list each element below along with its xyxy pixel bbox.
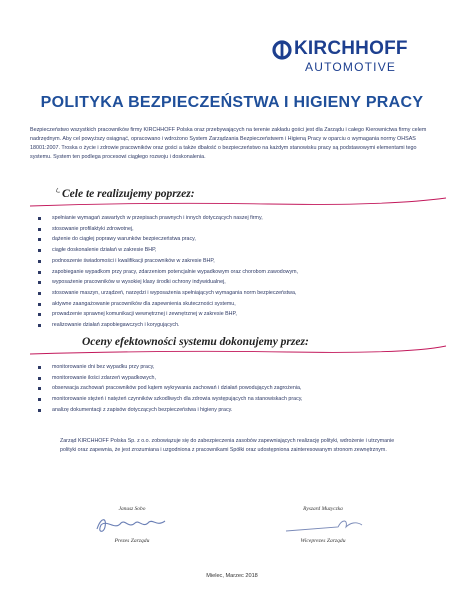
list-item: obserwacja zachowań pracowników pod kątem wykrywania zachowań i działań powodujących zagrożenia, bbox=[38, 383, 438, 394]
bullet-icon bbox=[38, 281, 41, 284]
list-item: aktywne zaangażowanie pracowników dla zapewnienia skuteczności systemu, bbox=[38, 299, 438, 310]
bullet-icon bbox=[38, 217, 41, 220]
handwritten-signature-icon bbox=[278, 513, 368, 535]
section2-heading-block bbox=[28, 333, 448, 359]
bullet-icon bbox=[38, 238, 41, 241]
signer-role: Wiceprezes Zarządu bbox=[300, 538, 346, 544]
signer-name: Ryszard Muzyczka bbox=[303, 506, 343, 512]
bullet-icon bbox=[38, 398, 41, 401]
signature-block-vicepresident bbox=[263, 506, 383, 544]
logo-subtitle: AUTOMOTIVE bbox=[305, 60, 397, 74]
list-item: monitorowanie stężeń i natężeń czynników szkodliwych dla zdrowia występujących na stanowiskach pracy, bbox=[38, 394, 438, 405]
list-item: podnoszenie świadomości i kwalifikacji pracowników w zakresie BHP, bbox=[38, 256, 438, 267]
bullet-icon bbox=[38, 271, 41, 274]
document-title: POLITYKA BEZPIECZEŃSTWA I HIGIENY PRACY bbox=[40, 94, 424, 111]
bullet-icon bbox=[38, 260, 41, 263]
signature-block-president bbox=[72, 506, 192, 544]
bullet-icon bbox=[38, 303, 41, 306]
intro-paragraph: Bezpieczeństwo wszystkich pracowników firmy KIRCHHOFF Polska oraz przebywających na terenie zakładu gości jest dla Zarządu i całego Kierownictwa firmy celem nadrzędnym. Aby cel powyższy osiągnąć, opracowano i wdrożono System Zarządzania Bezpieczeństwem i Higieną Pracy w oparciu o wymagania normy OHSAS 18001:2007. Troska o życie i zdrowie pracowników oraz gości a także dbałość o bezpieczeństwo na każdym stanowisku pracy są podstawowymi elementami tego systemu. System ten podlega procesowi ciągłego rozwoju i doskonalenia. bbox=[30, 127, 427, 160]
list-item: wyposażenie pracowników w wysokiej klasy środki ochrony indywidualnej, bbox=[38, 277, 438, 288]
bullet-icon bbox=[38, 409, 41, 412]
kirchhoff-logo-icon bbox=[272, 40, 292, 60]
closing-paragraph: Zarząd KIRCHHOFF Polska Sp. z o.o. zobowiązuje się do zabezpieczenia zasobów zapewniających realizację polityki, wdrożenie i utrzymanie polityki oraz zapewnia, że jest zrozumiana i uzgodniona z pracownikami Spółki oraz udostępniona zainteresowanym stronom zewnętrznym. bbox=[60, 438, 395, 453]
list-item: ciągłe doskonalenie działań w zakresie BHP, bbox=[38, 245, 438, 256]
list-item: prowadzenie sprawnej komunikacji wewnętrznej i zewnętrznej w zakresie BHP, bbox=[38, 309, 438, 320]
section2-list bbox=[38, 362, 438, 416]
section1-heading: Cele te realizujemy poprzez: bbox=[62, 188, 195, 200]
company-logo bbox=[272, 38, 432, 78]
list-item: stosowanie maszyn, urządzeń, narzędzi i wyposażenia spełniających wymagania norm bezpieczeństwa, bbox=[38, 288, 438, 299]
place-and-date: Mielec, Marzec 2018 bbox=[206, 573, 258, 579]
bullet-icon bbox=[38, 387, 41, 390]
list-item: stosowanie profilaktyki zdrowotnej, bbox=[38, 224, 438, 235]
list-item: dążenie do ciągłej poprawy warunków bezpieczeństwa pracy, bbox=[38, 234, 438, 245]
list-item: analizę dokumentacji z zapisów dotyczących bezpieczeństwa i higieny pracy. bbox=[38, 405, 438, 416]
handwritten-signature-icon bbox=[87, 513, 177, 535]
bullet-icon bbox=[38, 377, 41, 380]
list-item: monitorowanie ilości zdarzeń wypadkowych, bbox=[38, 373, 438, 384]
logo-name: KIRCHHOFF bbox=[294, 38, 408, 59]
bullet-icon bbox=[38, 324, 41, 327]
bullet-icon bbox=[38, 313, 41, 316]
section1-list bbox=[38, 213, 438, 331]
list-item: zapobieganie wypadkom przy pracy, zdarzeniom potencjalnie wypadkowym oraz chorobom zawodowym, bbox=[38, 267, 438, 278]
signer-role: Prezes Zarządu bbox=[114, 538, 150, 544]
list-item: realizowanie działań zapobiegawczych i korygujących. bbox=[38, 320, 438, 331]
section1-heading-block bbox=[28, 184, 448, 210]
bullet-icon bbox=[38, 249, 41, 252]
signer-name: Janusz Sobo bbox=[118, 506, 146, 512]
list-item: spełnianie wymagań zawartych w przepisach prawnych i innych dotyczących naszej firmy, bbox=[38, 213, 438, 224]
bullet-icon bbox=[38, 228, 41, 231]
section2-heading: Oceny efektowności systemu dokonujemy przez: bbox=[82, 336, 309, 348]
bullet-icon bbox=[38, 366, 41, 369]
list-item: monitorowanie dni bez wypadku przy pracy, bbox=[38, 362, 438, 373]
bullet-icon bbox=[38, 292, 41, 295]
